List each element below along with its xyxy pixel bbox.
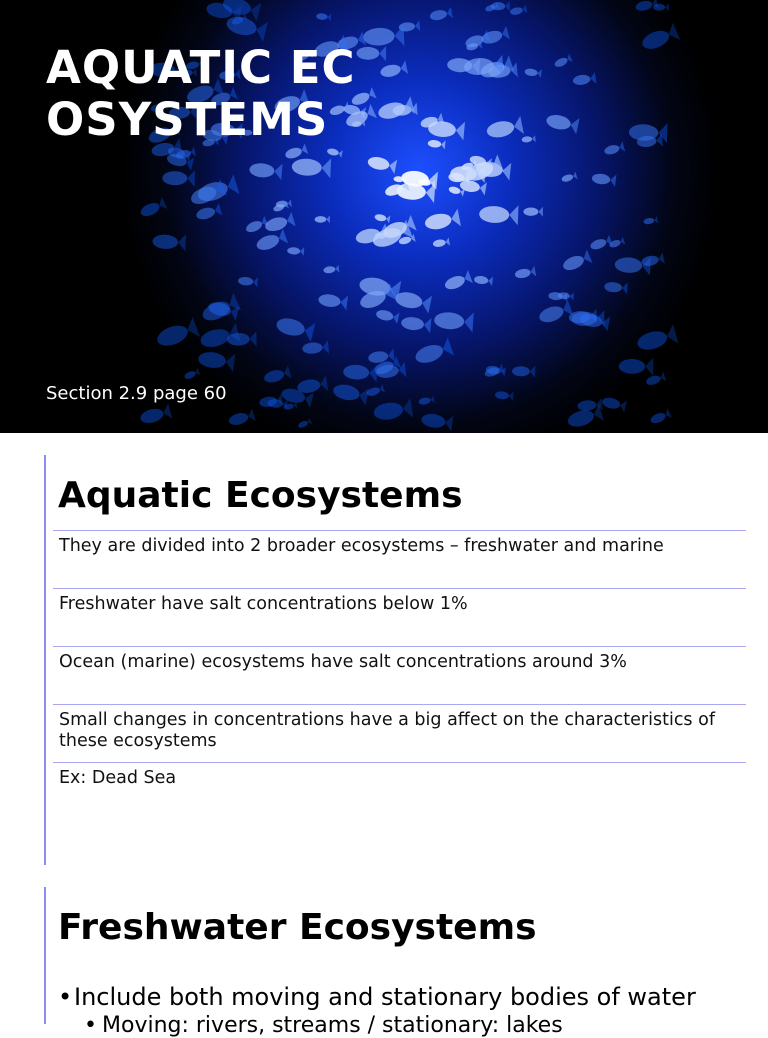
- fish-icon: [645, 372, 667, 388]
- bullet-text: Moving: rivers, streams / stationary: lakes: [102, 1013, 563, 1038]
- fish-icon: [238, 276, 258, 288]
- fish-icon: [413, 337, 454, 367]
- fish-icon: [537, 300, 574, 327]
- bullet-text: Include both moving and stationary bodies of water: [74, 983, 696, 1011]
- slide-heading: Aquatic Ecosystems: [58, 475, 463, 516]
- fish-icon: [183, 368, 200, 381]
- fish-icon: [418, 395, 435, 406]
- sub-bullet-item: [84, 1013, 563, 1038]
- fish-icon: [639, 22, 680, 53]
- table-row: Ocean (marine) ecosystems have salt concentrations around 3%: [53, 646, 746, 704]
- fish-icon: [197, 349, 235, 372]
- fish-icon: [154, 317, 200, 351]
- fish-icon: [485, 116, 524, 141]
- fish-icon: [514, 266, 536, 280]
- bullet-item: [58, 983, 696, 1011]
- fish-icon: [244, 216, 269, 235]
- fish-icon: [601, 395, 627, 412]
- accent-line: [44, 887, 46, 1024]
- fish-icon: [291, 156, 331, 178]
- fish-icon: [561, 172, 578, 184]
- fish-icon: [420, 411, 453, 431]
- fish-icon: [429, 7, 453, 22]
- fish-icon: [316, 12, 331, 21]
- title-slide: [0, 0, 768, 433]
- fish-icon: [366, 154, 397, 174]
- fish-icon: [254, 229, 288, 254]
- fish-icon: [394, 288, 433, 313]
- fish-icon: [591, 172, 616, 187]
- fish-icon: [643, 216, 658, 225]
- slide-subtitle: Section 2.9 page 60: [46, 383, 227, 404]
- fish-icon: [561, 249, 593, 274]
- fish-icon: [553, 54, 573, 70]
- table-row: Small changes in concentrations have a big affect on the characteristics of these ecosystems: [53, 704, 746, 762]
- table-row: Ex: Dead Sea: [53, 762, 746, 862]
- fish-icon: [400, 315, 431, 333]
- fish-icon: [509, 5, 527, 17]
- fish-icon: [227, 408, 255, 428]
- fish-icon: [138, 197, 167, 220]
- fish-icon: [343, 363, 378, 382]
- bullet-icon: •: [58, 983, 73, 1011]
- fish-icon: [589, 235, 613, 252]
- fish-icon: [423, 209, 461, 233]
- fish-icon: [649, 408, 672, 426]
- fish-icon: [195, 203, 223, 222]
- fish-icon: [495, 390, 514, 401]
- fish-icon: [152, 233, 186, 252]
- fish-icon: [479, 204, 519, 226]
- fish-icon: [545, 112, 580, 135]
- fish-icon: [372, 398, 413, 423]
- fish-icon: [326, 147, 343, 158]
- fish-icon: [332, 381, 370, 406]
- fish-icon: [138, 403, 172, 426]
- fish-icon: [263, 212, 295, 235]
- slide-title: AQUATIC ECOSYSTEMS: [46, 41, 356, 146]
- fish-icon: [432, 237, 450, 248]
- slide-heading: Freshwater Ecosystems: [58, 907, 537, 948]
- fish-icon: [512, 365, 535, 377]
- fish-icon: [297, 418, 312, 430]
- bullet-icon: •: [84, 1013, 97, 1038]
- fish-icon: [603, 141, 625, 156]
- fish-icon: [619, 357, 654, 375]
- fish-icon: [287, 246, 304, 256]
- content-table: [53, 530, 746, 862]
- fish-icon: [302, 340, 329, 355]
- freshwater-ecosystems-slide: [0, 887, 768, 1038]
- aquatic-ecosystems-slide: [0, 455, 768, 867]
- fish-icon: [162, 170, 195, 187]
- fish-icon: [604, 281, 628, 295]
- fish-icon: [249, 161, 283, 180]
- fish-icon: [315, 215, 330, 223]
- table-row: They are divided into 2 broader ecosystems – freshwater and marine: [53, 530, 746, 588]
- fish-icon: [323, 265, 339, 275]
- table-row: Freshwater have salt concentrations below 1%: [53, 588, 746, 646]
- fish-icon: [635, 324, 679, 354]
- fish-icon: [365, 384, 385, 398]
- fish-icon: [474, 274, 493, 286]
- fish-icon: [274, 314, 315, 342]
- fish-icon: [318, 292, 349, 311]
- fish-icon: [427, 139, 445, 150]
- fish-icon: [434, 310, 474, 333]
- fish-icon: [521, 135, 535, 143]
- fish-icon: [375, 308, 400, 324]
- slide-gap: [0, 433, 768, 455]
- fish-icon: [524, 67, 542, 78]
- fish-icon: [262, 365, 291, 385]
- fish-icon: [523, 207, 543, 217]
- fish-icon: [284, 143, 309, 161]
- fish-icon: [374, 213, 390, 223]
- fish-icon: [572, 72, 596, 87]
- fish-icon: [443, 270, 473, 293]
- accent-line: [44, 455, 46, 865]
